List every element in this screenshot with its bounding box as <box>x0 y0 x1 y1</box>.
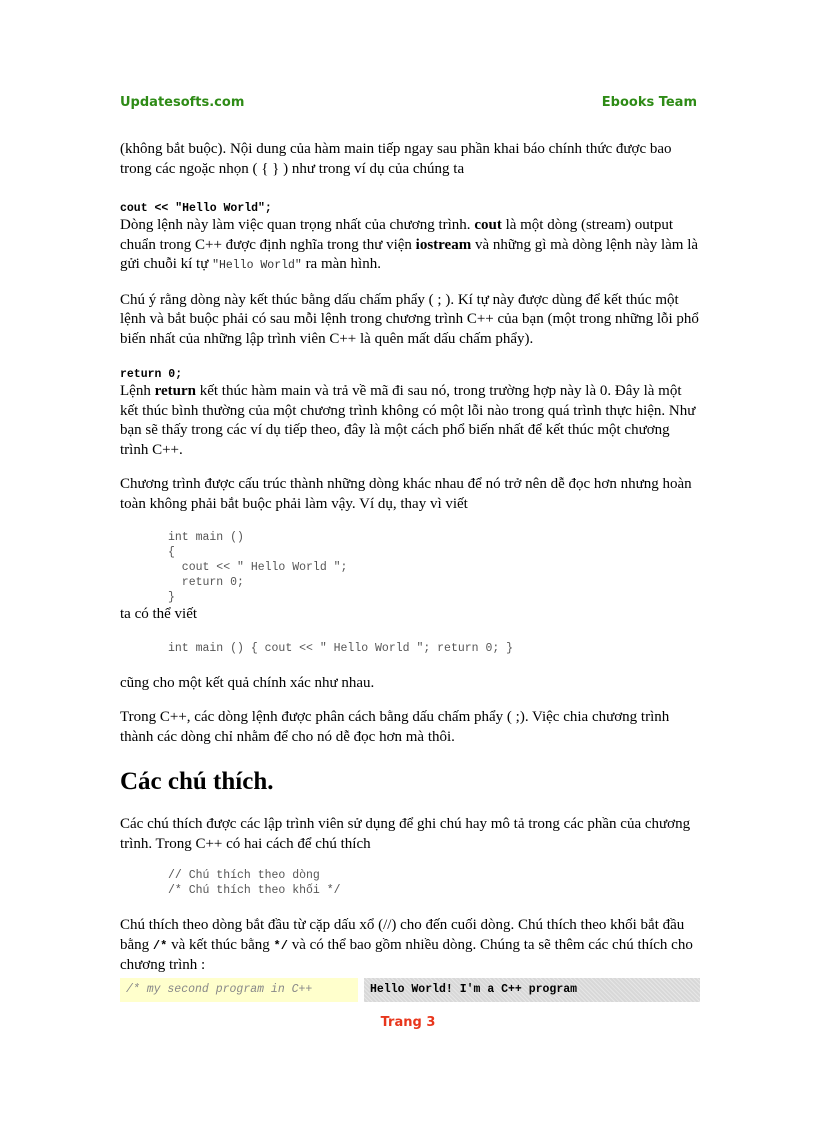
paragraph-cout: Dòng lệnh này làm việc quan trọng nhất của chương trình. cout là một dòng (stream) output chuẩn trong C++ được định nghĩa trong thư viện iostream và những gì mà dòng lệnh này làm là gửi chuỗi kí tự "Hello World" ra màn hình. <box>120 217 699 272</box>
code-block-comments: // Chú thích theo dòng /* Chú thích theo khối */ <box>168 869 341 897</box>
code-block-singleline: int main () { cout << " Hello World "; return 0; } <box>168 641 514 655</box>
paragraph-same-result: cũng cho một kết quả chính xác như nhau. <box>120 674 375 691</box>
section-heading-comments: Các chú thích. <box>120 768 274 795</box>
paragraph-comment-types: Chú thích theo dòng bắt đầu từ cặp dấu xổ (//) cho đến cuối dòng. Chú thích theo khối bắt đầu bằng /* và kết thúc bằng */ và có thể bao gồm nhiều dòng. Chúng ta sẽ thêm các chú thích cho chương trình : <box>120 917 693 973</box>
code-cout-line: cout << "Hello World"; <box>120 202 272 215</box>
example-output: Hello World! I'm a C++ program <box>364 978 700 1002</box>
code-block-multiline: int main () { cout << " Hello World "; return 0; } <box>168 531 348 604</box>
paragraph-separator: Trong C++, các dòng lệnh được phân cách bằng dấu chấm phẩy ( ;). Việc chia chương trình thành các dòng chỉ nhằm để cho nó dễ đọc hơn mà thôi. <box>120 709 670 745</box>
example-code: /* my second program in C++ <box>120 978 358 1002</box>
example-panel <box>120 978 700 1002</box>
page-number: Trang 3 <box>380 1015 436 1030</box>
paragraph-return: Lệnh return kết thúc hàm main và trả về mã đi sau nó, trong trường hợp này là 0. Đây là một kết thúc bình thường của một chương trình không có một lỗi nào trong quá trình thực hiện. Như bạn sẽ thấy trong các ví dụ tiếp theo, đây là một cách phổ biến nhất để kết thúc một chương trình C++. <box>120 383 696 458</box>
paragraph-structure: Chương trình được cấu trúc thành những dòng khác nhau để nó trở nên dễ đọc hơn nhưng hoàn toàn không phải bắt buộc phải làm vậy. Ví dụ, thay vì viết <box>120 476 692 512</box>
paragraph-semicolon: Chú ý rằng dòng này kết thúc bằng dấu chấm phẩy ( ; ). Kí tự này được dùng để kết thúc một lệnh và bắt buộc phải có sau mỗi lệnh trong chương trình C++ của bạn (một trong những lỗi phổ biến nhất của những lập trình viên C++ là quên mất dấu chấm phẩy). <box>120 291 699 347</box>
header-site-name: Updatesofts.com <box>120 95 245 110</box>
paragraph-comments-intro: Các chú thích được các lập trình viên sử dụng để ghi chú hay mô tả trong các phần của chương trình. Trong C++ có hai cách để chú thích <box>120 816 691 852</box>
paragraph-main-body: (không bắt buộc). Nội dung của hàm main tiếp ngay sau phần khai báo chính thức được bao trong các ngoặc nhọn ( { } ) như trong ví dụ của chúng ta <box>120 141 672 177</box>
header-team-name: Ebooks Team <box>601 95 697 110</box>
paragraph-alternative: ta có thể viết <box>120 606 198 622</box>
code-return-line: return 0; <box>120 368 183 381</box>
page-content <box>120 140 700 1002</box>
